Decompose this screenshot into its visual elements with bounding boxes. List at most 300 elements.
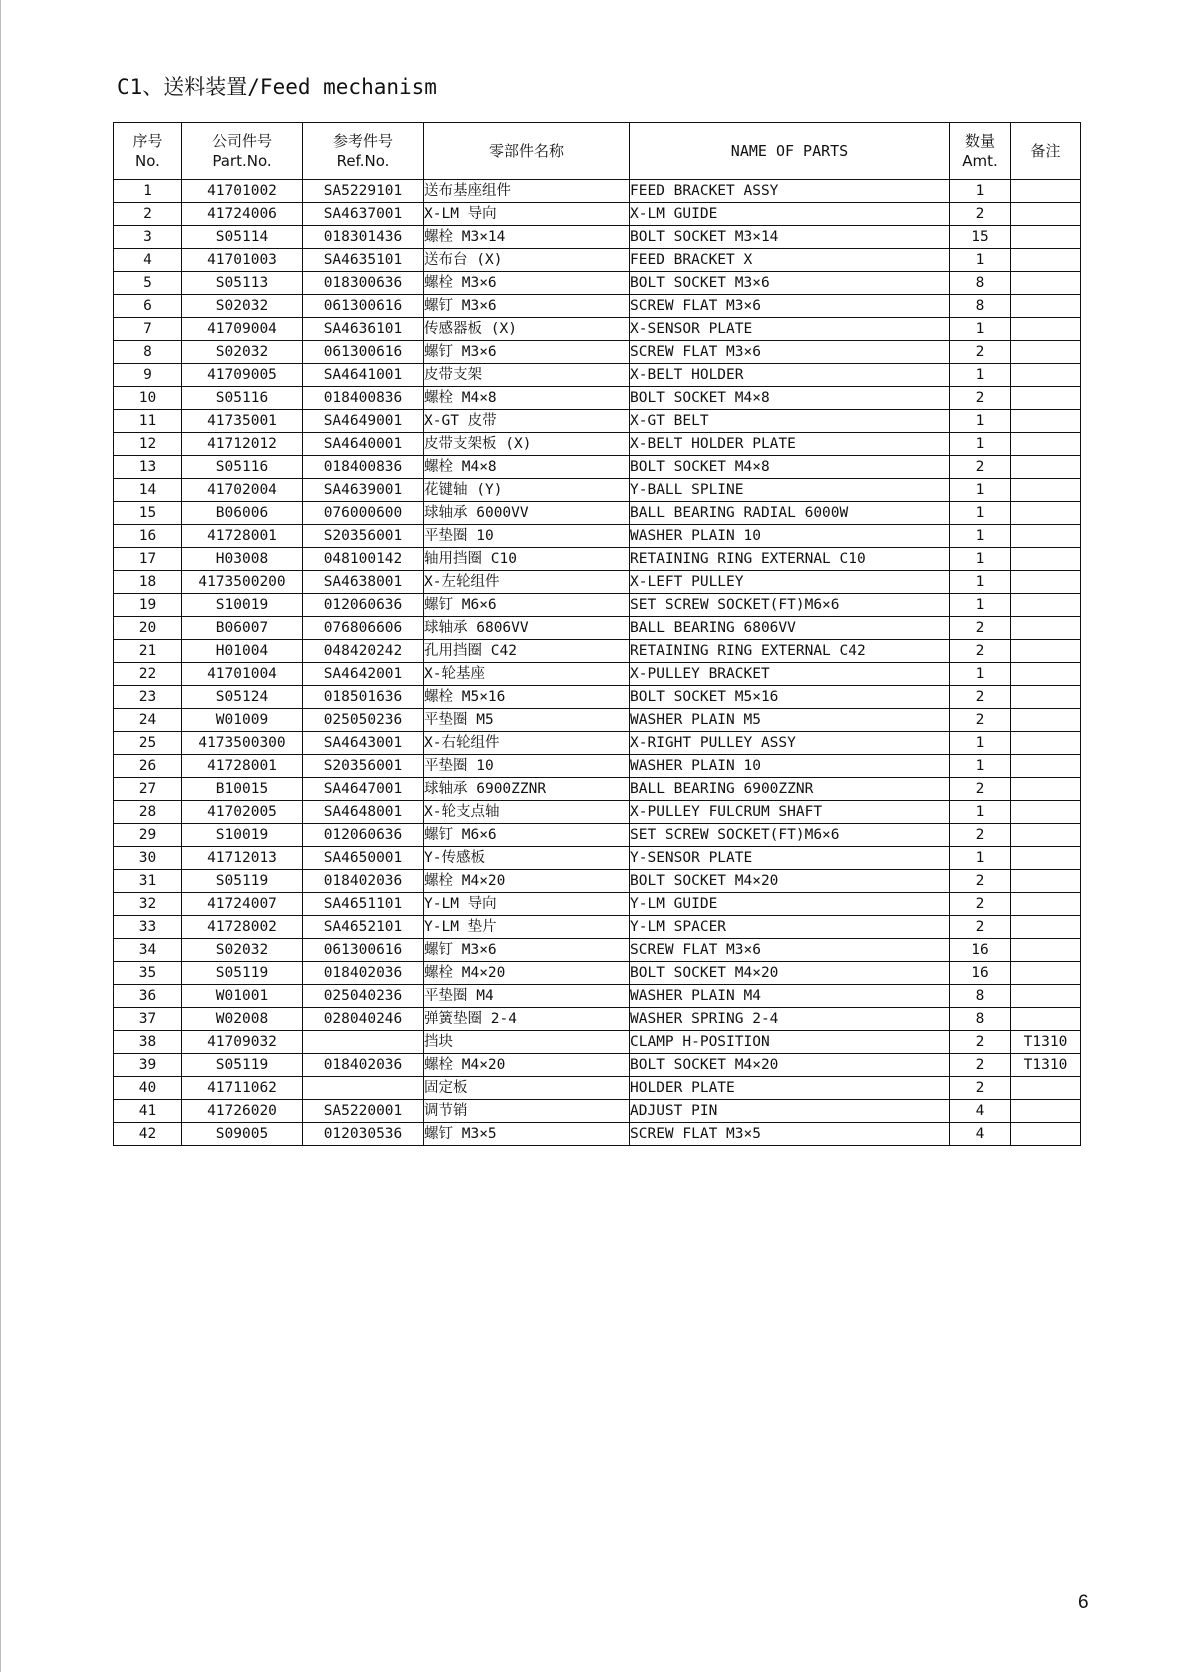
cell-name-en: SCREW FLAT M3×6 [630,295,950,318]
cell-name-cn: 螺钉 M6×6 [424,824,630,847]
header-name-en: NAME OF PARTS [630,123,950,180]
table-row [114,456,1081,479]
table-row [114,1100,1081,1123]
cell-part-no: 41702005 [182,801,303,824]
cell-seq: 31 [114,870,182,893]
cell-name-cn: 螺栓 M4×20 [424,962,630,985]
cell-name-cn: 螺钉 M6×6 [424,594,630,617]
cell-part-no: B10015 [182,778,303,801]
cell-name-cn: 弹簧垫圈 2-4 [424,1008,630,1031]
cell-name-cn: 送布台 (X) [424,249,630,272]
cell-amount: 2 [950,870,1011,893]
cell-amount: 1 [950,433,1011,456]
cell-name-en: RETAINING RING EXTERNAL C10 [630,548,950,571]
cell-part-no: H03008 [182,548,303,571]
cell-ref-no: SA4636101 [303,318,424,341]
cell-name-cn: 螺钉 M3×6 [424,341,630,364]
cell-amount: 1 [950,364,1011,387]
cell-name-en: BOLT SOCKET M4×8 [630,387,950,410]
header-ref-no: 参考件号 Ref.No. [303,123,424,180]
cell-remark: T1310 [1011,1054,1081,1077]
table-row [114,778,1081,801]
cell-name-cn: 平垫圈 10 [424,755,630,778]
cell-remark [1011,410,1081,433]
cell-remark [1011,962,1081,985]
cell-seq: 34 [114,939,182,962]
cell-name-en: SCREW FLAT M3×6 [630,939,950,962]
cell-ref-no: SA4647001 [303,778,424,801]
cell-name-en: FEED BRACKET X [630,249,950,272]
cell-part-no: 41711062 [182,1077,303,1100]
cell-seq: 33 [114,916,182,939]
table-row [114,180,1081,203]
cell-name-cn: 球轴承 6806VV [424,617,630,640]
cell-amount: 4 [950,1100,1011,1123]
cell-remark [1011,571,1081,594]
cell-ref-no: SA4637001 [303,203,424,226]
cell-remark [1011,525,1081,548]
cell-name-en: ADJUST PIN [630,1100,950,1123]
cell-remark [1011,502,1081,525]
header-amount: 数量 Amt. [950,123,1011,180]
table-row [114,893,1081,916]
table-row [114,341,1081,364]
cell-ref-no: SA4641001 [303,364,424,387]
cell-seq: 9 [114,364,182,387]
cell-amount: 15 [950,226,1011,249]
table-row [114,272,1081,295]
cell-seq: 32 [114,893,182,916]
cell-part-no: S09005 [182,1123,303,1146]
cell-remark [1011,1123,1081,1146]
cell-remark [1011,663,1081,686]
cell-ref-no: SA4651101 [303,893,424,916]
cell-amount: 1 [950,847,1011,870]
cell-part-no: 41726020 [182,1100,303,1123]
cell-ref-no: SA5229101 [303,180,424,203]
header-part-no: 公司件号 Part.No. [182,123,303,180]
cell-amount: 2 [950,1077,1011,1100]
cell-remark [1011,1077,1081,1100]
cell-remark [1011,180,1081,203]
page-left-edge [0,0,1,1672]
cell-name-cn: Y-LM 垫片 [424,916,630,939]
cell-name-cn: 皮带支架板 (X) [424,433,630,456]
table-row [114,410,1081,433]
cell-seq: 2 [114,203,182,226]
cell-name-en: WASHER PLAIN M4 [630,985,950,1008]
cell-seq: 11 [114,410,182,433]
cell-name-en: WASHER PLAIN M5 [630,709,950,732]
cell-ref-no: 061300616 [303,939,424,962]
cell-part-no: S05113 [182,272,303,295]
cell-ref-no: SA4638001 [303,571,424,594]
cell-amount: 16 [950,939,1011,962]
cell-ref-no: 061300616 [303,295,424,318]
cell-part-no: S05119 [182,962,303,985]
cell-remark [1011,341,1081,364]
cell-name-en: SCREW FLAT M3×5 [630,1123,950,1146]
cell-seq: 14 [114,479,182,502]
cell-part-no: W01001 [182,985,303,1008]
cell-amount: 1 [950,755,1011,778]
cell-name-en: BOLT SOCKET M3×6 [630,272,950,295]
cell-name-cn: 球轴承 6000VV [424,502,630,525]
cell-amount: 2 [950,709,1011,732]
cell-remark [1011,249,1081,272]
cell-part-no: S10019 [182,824,303,847]
cell-name-cn: 花键轴 (Y) [424,479,630,502]
cell-part-no: S02032 [182,341,303,364]
header-name-cn: 零部件名称 [424,123,630,180]
cell-seq: 7 [114,318,182,341]
cell-name-en: Y-SENSOR PLATE [630,847,950,870]
table-row [114,801,1081,824]
page-number: 6 [1078,1592,1089,1613]
cell-seq: 18 [114,571,182,594]
table-row [114,847,1081,870]
cell-name-en: WASHER PLAIN 10 [630,755,950,778]
cell-seq: 13 [114,456,182,479]
cell-name-en: X-GT BELT [630,410,950,433]
cell-name-cn: 送布基座组件 [424,180,630,203]
cell-remark [1011,709,1081,732]
cell-ref-no: 018402036 [303,962,424,985]
cell-seq: 41 [114,1100,182,1123]
cell-seq: 25 [114,732,182,755]
cell-remark [1011,548,1081,571]
cell-ref-no: SA4642001 [303,663,424,686]
cell-seq: 40 [114,1077,182,1100]
cell-remark [1011,686,1081,709]
table-row [114,1123,1081,1146]
cell-name-cn: 球轴承 6900ZZNR [424,778,630,801]
cell-amount: 1 [950,410,1011,433]
cell-remark [1011,778,1081,801]
cell-ref-no: 018402036 [303,870,424,893]
table-row [114,364,1081,387]
cell-remark [1011,318,1081,341]
cell-part-no: 41735001 [182,410,303,433]
cell-name-cn: 螺栓 M3×6 [424,272,630,295]
cell-remark [1011,387,1081,410]
table-row [114,870,1081,893]
cell-part-no: 41701002 [182,180,303,203]
cell-name-en: BOLT SOCKET M4×20 [630,962,950,985]
cell-name-en: BOLT SOCKET M5×16 [630,686,950,709]
cell-seq: 39 [114,1054,182,1077]
table-row [114,939,1081,962]
cell-ref-no [303,1031,424,1054]
cell-remark [1011,824,1081,847]
cell-part-no: S05114 [182,226,303,249]
cell-ref-no: SA4649001 [303,410,424,433]
cell-remark [1011,617,1081,640]
cell-name-en: RETAINING RING EXTERNAL C42 [630,640,950,663]
cell-part-no: 4173500200 [182,571,303,594]
cell-seq: 21 [114,640,182,663]
cell-remark [1011,939,1081,962]
cell-name-cn: 调节销 [424,1100,630,1123]
cell-amount: 1 [950,318,1011,341]
cell-seq: 16 [114,525,182,548]
cell-name-cn: X-GT 皮带 [424,410,630,433]
cell-ref-no: S20356001 [303,755,424,778]
cell-remark [1011,847,1081,870]
cell-name-en: X-LEFT PULLEY [630,571,950,594]
cell-name-en: X-RIGHT PULLEY ASSY [630,732,950,755]
cell-name-cn: 平垫圈 M4 [424,985,630,1008]
cell-ref-no: 061300616 [303,341,424,364]
cell-part-no: S02032 [182,939,303,962]
cell-part-no: S05116 [182,387,303,410]
cell-seq: 8 [114,341,182,364]
cell-seq: 37 [114,1008,182,1031]
cell-name-en: BOLT SOCKET M4×8 [630,456,950,479]
cell-ref-no: 025050236 [303,709,424,732]
table-row [114,686,1081,709]
table-row [114,916,1081,939]
cell-part-no: S05119 [182,1054,303,1077]
cell-ref-no: 025040236 [303,985,424,1008]
cell-name-en: X-PULLEY BRACKET [630,663,950,686]
cell-name-en: Y-LM GUIDE [630,893,950,916]
cell-seq: 42 [114,1123,182,1146]
cell-name-cn: 平垫圈 M5 [424,709,630,732]
cell-remark [1011,295,1081,318]
cell-name-en: BOLT SOCKET M4×20 [630,1054,950,1077]
cell-ref-no: 048420242 [303,640,424,663]
cell-ref-no: SA4639001 [303,479,424,502]
cell-part-no: S05116 [182,456,303,479]
cell-amount: 1 [950,571,1011,594]
table-row [114,203,1081,226]
cell-amount: 8 [950,272,1011,295]
cell-name-en: HOLDER PLATE [630,1077,950,1100]
cell-amount: 1 [950,594,1011,617]
cell-remark [1011,985,1081,1008]
cell-amount: 1 [950,249,1011,272]
cell-name-cn: 孔用挡圈 C42 [424,640,630,663]
table-row [114,318,1081,341]
cell-ref-no: SA4640001 [303,433,424,456]
cell-name-cn: 螺栓 M3×14 [424,226,630,249]
header-remark: 备注 [1011,123,1081,180]
cell-amount: 1 [950,801,1011,824]
cell-remark [1011,640,1081,663]
cell-part-no: S02032 [182,295,303,318]
cell-part-no: 41709005 [182,364,303,387]
cell-remark [1011,916,1081,939]
cell-remark [1011,456,1081,479]
cell-name-en: Y-LM SPACER [630,916,950,939]
cell-seq: 23 [114,686,182,709]
cell-name-en: BALL BEARING RADIAL 6000W [630,502,950,525]
cell-seq: 38 [114,1031,182,1054]
cell-amount: 1 [950,180,1011,203]
cell-amount: 2 [950,387,1011,410]
cell-name-cn: Y-传感板 [424,847,630,870]
cell-amount: 2 [950,824,1011,847]
cell-amount: 2 [950,617,1011,640]
cell-seq: 29 [114,824,182,847]
cell-ref-no: 018402036 [303,1054,424,1077]
cell-ref-no: 012030536 [303,1123,424,1146]
cell-ref-no: 018300636 [303,272,424,295]
cell-ref-no: 012060636 [303,824,424,847]
cell-remark [1011,433,1081,456]
cell-ref-no: SA4650001 [303,847,424,870]
cell-name-en: SET SCREW SOCKET(FT)M6×6 [630,824,950,847]
table-row [114,709,1081,732]
cell-name-en: X-PULLEY FULCRUM SHAFT [630,801,950,824]
cell-name-cn: 挡块 [424,1031,630,1054]
cell-name-en: X-SENSOR PLATE [630,318,950,341]
cell-remark [1011,1008,1081,1031]
cell-seq: 17 [114,548,182,571]
cell-seq: 10 [114,387,182,410]
cell-name-en: X-BELT HOLDER [630,364,950,387]
cell-amount: 2 [950,778,1011,801]
cell-amount: 1 [950,525,1011,548]
table-row [114,640,1081,663]
cell-amount: 2 [950,1031,1011,1054]
table-row [114,755,1081,778]
cell-name-cn: 皮带支架 [424,364,630,387]
cell-remark [1011,272,1081,295]
cell-part-no: H01004 [182,640,303,663]
cell-part-no: 41712012 [182,433,303,456]
cell-ref-no: SA5220001 [303,1100,424,1123]
table-row [114,502,1081,525]
cell-part-no: W02008 [182,1008,303,1031]
cell-name-en: BALL BEARING 6900ZZNR [630,778,950,801]
cell-part-no: B06007 [182,617,303,640]
cell-name-cn: 螺栓 M4×20 [424,1054,630,1077]
cell-name-en: Y-BALL SPLINE [630,479,950,502]
table-row [114,433,1081,456]
cell-name-cn: 固定板 [424,1077,630,1100]
cell-name-en: SET SCREW SOCKET(FT)M6×6 [630,594,950,617]
table-row [114,732,1081,755]
table-row [114,594,1081,617]
cell-seq: 4 [114,249,182,272]
cell-part-no: S05119 [182,870,303,893]
cell-name-cn: X-轮基座 [424,663,630,686]
cell-ref-no: 048100142 [303,548,424,571]
cell-name-cn: 传感器板 (X) [424,318,630,341]
cell-ref-no: 012060636 [303,594,424,617]
cell-ref-no: 018400836 [303,387,424,410]
cell-seq: 35 [114,962,182,985]
table-row [114,571,1081,594]
cell-part-no: S10019 [182,594,303,617]
cell-remark [1011,479,1081,502]
cell-part-no: B06006 [182,502,303,525]
parts-table [113,122,1081,1146]
cell-name-cn: X-右轮组件 [424,732,630,755]
cell-seq: 1 [114,180,182,203]
table-row [114,617,1081,640]
cell-name-en: WASHER SPRING 2-4 [630,1008,950,1031]
header-seq: 序号 No. [114,123,182,180]
cell-ref-no: 018400836 [303,456,424,479]
cell-amount: 2 [950,893,1011,916]
cell-part-no: W01009 [182,709,303,732]
cell-part-no: 41709004 [182,318,303,341]
cell-name-cn: 螺栓 M4×20 [424,870,630,893]
cell-amount: 2 [950,640,1011,663]
cell-ref-no: 076806606 [303,617,424,640]
cell-name-cn: X-LM 导向 [424,203,630,226]
cell-part-no: 41702004 [182,479,303,502]
table-row [114,1077,1081,1100]
cell-remark [1011,732,1081,755]
cell-name-cn: 螺栓 M5×16 [424,686,630,709]
cell-part-no: 41728002 [182,916,303,939]
table-row [114,962,1081,985]
table-row [114,824,1081,847]
table-row [114,548,1081,571]
cell-part-no: 41709032 [182,1031,303,1054]
cell-seq: 36 [114,985,182,1008]
cell-amount: 1 [950,732,1011,755]
cell-name-cn: Y-LM 导向 [424,893,630,916]
cell-seq: 24 [114,709,182,732]
cell-ref-no: SA4652101 [303,916,424,939]
cell-ref-no: 018301436 [303,226,424,249]
cell-part-no: S05124 [182,686,303,709]
cell-ref-no: 076000600 [303,502,424,525]
cell-name-cn: X-左轮组件 [424,571,630,594]
cell-amount: 1 [950,663,1011,686]
cell-name-en: X-LM GUIDE [630,203,950,226]
cell-part-no: 4173500300 [182,732,303,755]
table-row [114,479,1081,502]
cell-seq: 27 [114,778,182,801]
cell-name-cn: 平垫圈 10 [424,525,630,548]
cell-ref-no: SA4643001 [303,732,424,755]
cell-seq: 12 [114,433,182,456]
cell-amount: 8 [950,295,1011,318]
cell-seq: 20 [114,617,182,640]
cell-seq: 19 [114,594,182,617]
cell-amount: 4 [950,1123,1011,1146]
cell-name-en: WASHER PLAIN 10 [630,525,950,548]
table-row [114,525,1081,548]
cell-amount: 1 [950,502,1011,525]
cell-remark [1011,893,1081,916]
table-row [114,985,1081,1008]
cell-ref-no: 018501636 [303,686,424,709]
cell-ref-no: SA4648001 [303,801,424,824]
cell-remark [1011,870,1081,893]
table-row [114,1054,1081,1077]
table-row [114,249,1081,272]
cell-amount: 1 [950,548,1011,571]
cell-remark [1011,801,1081,824]
cell-seq: 6 [114,295,182,318]
cell-seq: 3 [114,226,182,249]
cell-amount: 2 [950,203,1011,226]
cell-part-no: 41728001 [182,755,303,778]
cell-name-en: SCREW FLAT M3×6 [630,341,950,364]
page-title: C1、送料装置/Feed mechanism [117,75,437,99]
cell-ref-no: 028040246 [303,1008,424,1031]
cell-part-no: 41724007 [182,893,303,916]
cell-amount: 2 [950,456,1011,479]
cell-seq: 26 [114,755,182,778]
